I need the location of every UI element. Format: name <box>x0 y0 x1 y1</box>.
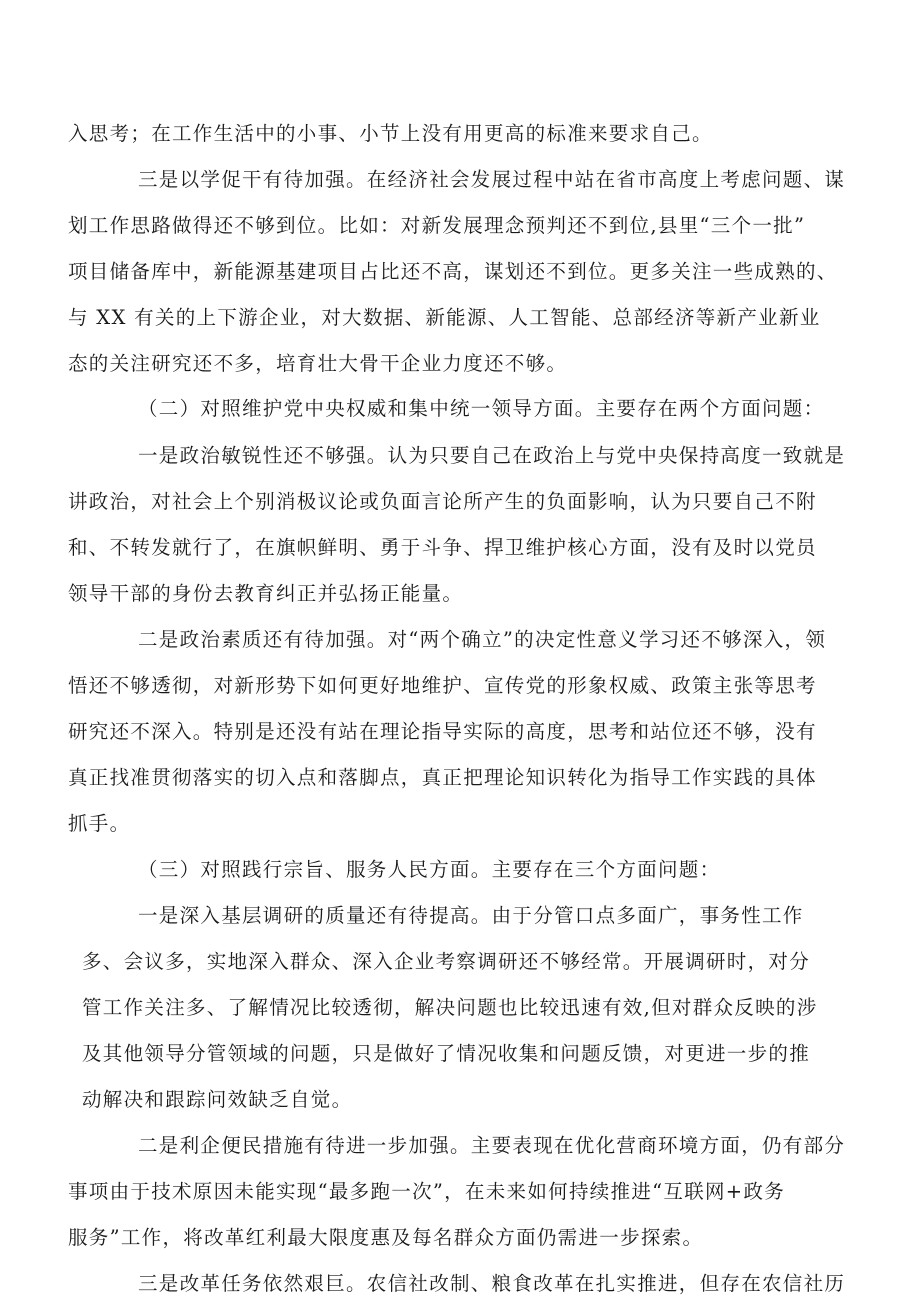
text-line: 一是深入基层调研的质量还有待提高。由于分管口点多面广，事务性工作 <box>138 904 804 927</box>
text-line: 动解决和跟踪问效缺乏自觉。 <box>82 1088 353 1111</box>
text-line: 划工作思路做得还不够到位。比如：对新发展理念预判还不到位,县里“三个一批” <box>68 214 806 237</box>
text-line: 多、会议多，实地深入群众、深入企业考察调研还不够经常。开展调研时，对分 <box>82 950 811 973</box>
text-line: 研究还不深入。特别是还没有站在理论指导实际的高度，思考和站位还不够，没有 <box>68 720 817 743</box>
section-heading: （三）对照践行宗旨、服务人民方面。主要存在三个方面问题： <box>138 858 721 881</box>
text-line: 一是政治敏锐性还不够强。认为只要自己在政治上与党中央保持高度一致就是 <box>138 444 846 467</box>
text-line: 态的关注研究还不多，培育壮大骨干企业力度还不够。 <box>68 352 568 375</box>
section-heading: （二）对照维护党中央权威和集中统一领导方面。主要存在两个方面问题： <box>138 397 825 420</box>
text-line: 项目储备库中，新能源基建项目占比还不高，谋划还不到位。更多关注一些成熟的、 <box>68 260 838 283</box>
text-line: 领导干部的身份去教育纠正并弘扬正能量。 <box>68 582 464 605</box>
text-line: 入思考；在工作生活中的小事、小节上没有用更高的标准来要求自己。 <box>68 122 713 145</box>
text-line: 及其他领导分管领域的问题，只是做好了情况收集和问题反馈，对更进一步的推 <box>82 1042 811 1065</box>
text-line: 悟还不够透彻，对新形势下如何更好地维护、宣传党的形象权威、政策主张等思考 <box>68 674 817 697</box>
text-line: 真正找准贯彻落实的切入点和落脚点，真正把理论知识转化为指导工作实践的具体 <box>68 766 817 789</box>
text-line: 管工作关注多、了解情况比较透彻，解决问题也比较迅速有效,但对群众反映的涉 <box>82 996 818 1019</box>
text-line: 服务”工作，将改革红利最大限度惠及每名群众方面仍需进一步探索。 <box>68 1226 704 1249</box>
text-line: 事项由于技术原因未能实现“最多跑一次”，在未来如何持续推进“互联网+政务 <box>68 1180 786 1203</box>
text-line: 讲政治，对社会上个别消极议论或负面言论所产生的负面影响，认为只要自己不附 <box>68 490 817 513</box>
text-line: 抓手。 <box>68 812 131 835</box>
text-line: 和、不转发就行了，在旗帜鲜明、勇于斗争、捍卫维护核心方面，没有及时以党员 <box>68 536 817 559</box>
text-line: 二是利企便民措施有待进一步加强。主要表现在优化营商环境方面，仍有部分 <box>138 1134 846 1157</box>
text-line: 与 XX 有关的上下游企业，对大数据、新能源、人工智能、总部经济等新产业新业 <box>68 306 821 329</box>
text-line: 三是改革任务依然艰巨。农信社改制、粮食改革在扎实推进，但存在农信社历 <box>138 1272 846 1295</box>
text-line: 二是政治素质还有待加强。对“两个确立”的决定性意义学习还不够深入，领 <box>138 628 827 651</box>
text-line: 三是以学促干有待加强。在经济社会发展过程中站在省市高度上考虑问题、谋 <box>138 168 846 191</box>
